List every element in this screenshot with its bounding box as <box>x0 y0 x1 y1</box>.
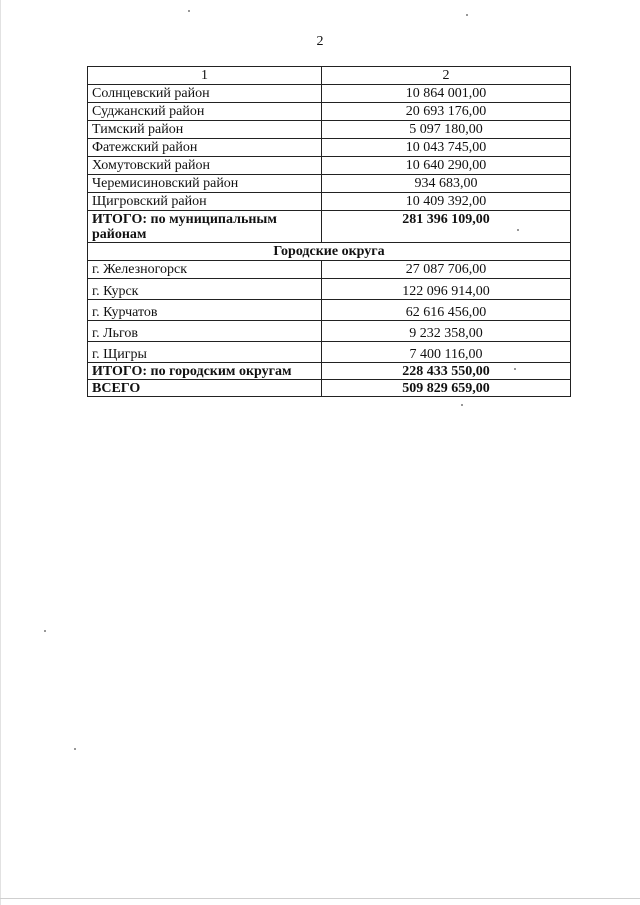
district-amount: 934 683,00 <box>322 175 571 193</box>
district-amount: 10 864 001,00 <box>322 85 571 103</box>
table-row <box>88 279 571 300</box>
district-amount: 10 409 392,00 <box>322 193 571 211</box>
district-name: Фатежский район <box>88 139 322 157</box>
table-row <box>88 157 571 175</box>
district-name: Суджанский район <box>88 103 322 121</box>
grand-total-row <box>88 380 571 397</box>
district-amount: 10 043 745,00 <box>322 139 571 157</box>
page-number: 2 <box>316 34 324 49</box>
scan-speck <box>514 368 516 370</box>
city-amount: 9 232 358,00 <box>322 321 571 342</box>
table-row <box>88 321 571 342</box>
district-name: Тимский район <box>88 121 322 139</box>
table-row <box>88 103 571 121</box>
district-total-amount: 281 396 109,00 <box>322 211 571 243</box>
table-row <box>88 121 571 139</box>
district-name: Щигровский район <box>88 193 322 211</box>
scan-edge-bottom <box>0 898 640 899</box>
column-header-1: 1 <box>88 67 322 85</box>
district-name: Солнцевский район <box>88 85 322 103</box>
budget-table <box>87 66 571 397</box>
table-header-row <box>88 67 571 85</box>
table-row <box>88 193 571 211</box>
scan-speck <box>188 10 190 12</box>
district-amount: 10 640 290,00 <box>322 157 571 175</box>
city-amount: 122 096 914,00 <box>322 279 571 300</box>
section-title: Городские округа <box>88 243 571 261</box>
city-amount: 7 400 116,00 <box>322 342 571 363</box>
district-total-row <box>88 211 571 243</box>
city-name: г. Льгов <box>88 321 322 342</box>
scan-speck <box>44 630 46 632</box>
city-total-row <box>88 363 571 380</box>
district-amount: 20 693 176,00 <box>322 103 571 121</box>
city-amount: 27 087 706,00 <box>322 261 571 279</box>
district-name: Хомутовский район <box>88 157 322 175</box>
city-name: г. Курск <box>88 279 322 300</box>
grand-total-amount: 509 829 659,00 <box>322 380 571 397</box>
grand-total-label: ВСЕГО <box>88 380 322 397</box>
table-row <box>88 139 571 157</box>
table-row <box>88 175 571 193</box>
section-title-row <box>88 243 571 261</box>
table-row <box>88 342 571 363</box>
scan-edge-left <box>0 0 1 905</box>
table-row <box>88 300 571 321</box>
city-total-amount: 228 433 550,00 <box>322 363 571 380</box>
city-name: г. Щигры <box>88 342 322 363</box>
city-name: г. Курчатов <box>88 300 322 321</box>
table-row <box>88 261 571 279</box>
scan-speck <box>461 404 463 406</box>
scan-speck <box>466 14 468 16</box>
table-row <box>88 85 571 103</box>
scan-speck <box>517 229 519 231</box>
district-total-label: ИТОГО: по муниципальным районам <box>88 211 322 243</box>
scan-speck <box>74 748 76 750</box>
city-amount: 62 616 456,00 <box>322 300 571 321</box>
column-header-2: 2 <box>322 67 571 85</box>
city-name: г. Железногорск <box>88 261 322 279</box>
city-total-label: ИТОГО: по городским округам <box>88 363 322 380</box>
district-amount: 5 097 180,00 <box>322 121 571 139</box>
district-name: Черемисиновский район <box>88 175 322 193</box>
